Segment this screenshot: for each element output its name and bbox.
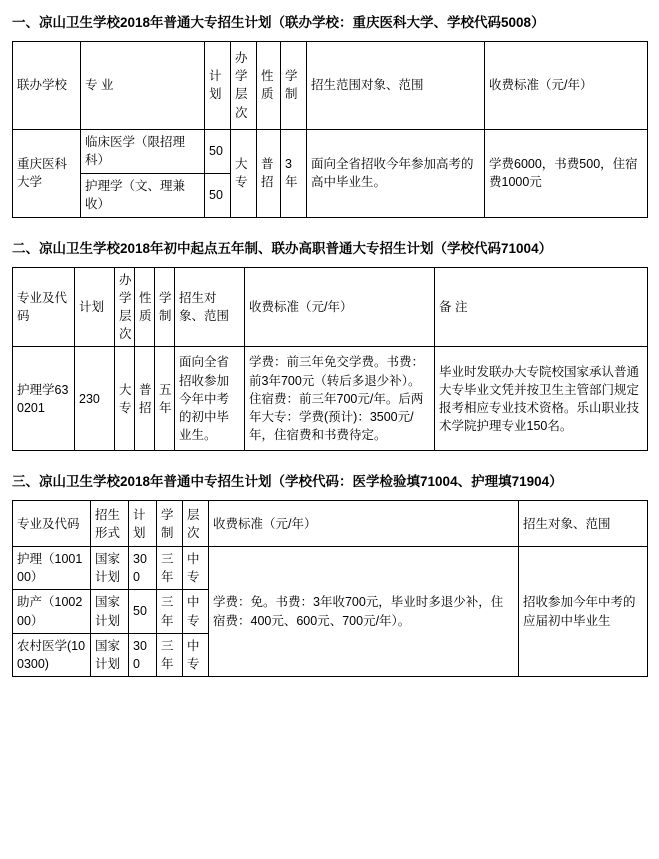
table-header-row — [13, 267, 648, 347]
header-fee: 收费标准（元/年） — [245, 267, 435, 347]
cell-fee: 学费：前三年免交学费。书费：前3年700元（转后多退少补）。住宿费：前三年700元/年。后两年大专：学费(预计)：3500元/年，住宿费和书费待定。 — [245, 347, 435, 451]
header-level: 办学层次 — [115, 267, 135, 347]
header-partner-school: 联办学校 — [13, 41, 81, 129]
table-row — [13, 347, 648, 451]
header-major-code: 专业及代码 — [13, 501, 91, 547]
cell-major-2: 护理学（文、理兼收） — [81, 173, 205, 217]
cell-plan-2: 50 — [205, 173, 231, 217]
table-row — [13, 547, 648, 590]
header-years: 学制 — [155, 267, 175, 347]
cell-level: 大专 — [115, 347, 135, 451]
table-secondary-school-plan-2018 — [12, 500, 648, 677]
cell-admission-form: 国家计划 — [91, 547, 129, 590]
cell-major-code: 助产（100200） — [13, 590, 91, 633]
cell-plan: 300 — [129, 547, 157, 590]
cell-years: 三年 — [157, 547, 183, 590]
header-major: 专 业 — [81, 41, 205, 129]
cell-nature: 普招 — [257, 129, 281, 217]
cell-major-1: 临床医学（限招理科） — [81, 129, 205, 173]
cell-years: 三年 — [157, 633, 183, 676]
cell-partner-school: 重庆医科大学 — [13, 129, 81, 217]
table-row — [13, 129, 648, 173]
cell-plan: 300 — [129, 633, 157, 676]
header-plan: 计划 — [129, 501, 157, 547]
header-scope: 招生范围对象、范围 — [307, 41, 485, 129]
table-header-row — [13, 41, 648, 129]
header-nature: 性质 — [257, 41, 281, 129]
cell-level: 中专 — [183, 590, 209, 633]
section-3-title: 三、凉山卫生学校2018年普通中专招生计划（学校代码：医学检验填71004、护理填71904） — [12, 474, 563, 490]
cell-nature: 普招 — [135, 347, 155, 451]
section-2-title: 二、凉山卫生学校2018年初中起点五年制、联办高职普通大专招生计划（学校代码71004） — [12, 240, 553, 256]
cell-plan-1: 50 — [205, 129, 231, 173]
header-remark: 备 注 — [435, 267, 648, 347]
header-scope: 招生对象、范围 — [519, 501, 648, 547]
cell-scope: 面向全省招收今年参加高考的高中毕业生。 — [307, 129, 485, 217]
cell-scope: 面向全省招收参加今年中考的初中毕业生。 — [175, 347, 245, 451]
header-level: 办学层次 — [231, 41, 257, 129]
cell-plan: 50 — [129, 590, 157, 633]
cell-fee: 学费6000，书费500，住宿费1000元 — [485, 129, 648, 217]
header-fee: 收费标准（元/年） — [485, 41, 648, 129]
cell-major-code: 护理学630201 — [13, 347, 75, 451]
cell-years: 三年 — [157, 590, 183, 633]
header-years: 学制 — [281, 41, 307, 129]
cell-remark: 毕业时发联办大专院校国家承认普通大专毕业文凭并按卫生主管部门规定报考相应专业技术资格。乐山职业技术学院护理专业150名。 — [435, 347, 648, 451]
cell-major-code: 护理（100100） — [13, 547, 91, 590]
header-years: 学制 — [157, 501, 183, 547]
cell-years: 3年 — [281, 129, 307, 217]
table-college-plan-2018 — [12, 41, 648, 218]
section-1-title: 一、凉山卫生学校2018年普通大专招生计划（联办学校：重庆医科大学、学校代码5008） — [12, 15, 545, 30]
header-scope: 招生对象、范围 — [175, 267, 245, 347]
cell-years: 五年 — [155, 347, 175, 451]
cell-admission-form: 国家计划 — [91, 633, 129, 676]
header-major-code: 专业及代码 — [13, 267, 75, 347]
cell-admission-form: 国家计划 — [91, 590, 129, 633]
table-five-year-plan-2018 — [12, 267, 648, 452]
header-level: 层次 — [183, 501, 209, 547]
table-header-row — [13, 501, 648, 547]
cell-major-code: 农村医学(100300) — [13, 633, 91, 676]
cell-level: 大专 — [231, 129, 257, 217]
cell-level: 中专 — [183, 547, 209, 590]
header-plan: 计划 — [205, 41, 231, 129]
cell-plan: 230 — [75, 347, 115, 451]
header-fee: 收费标准（元/年） — [209, 501, 519, 547]
cell-scope: 招收参加今年中考的应届初中毕业生 — [519, 547, 648, 677]
header-nature: 性质 — [135, 267, 155, 347]
header-plan: 计划 — [75, 267, 115, 347]
cell-fee: 学费：免。书费：3年收700元，毕业时多退少补，住宿费：400元、600元、700元/年）。 — [209, 547, 519, 677]
header-admission-form: 招生形式 — [91, 501, 129, 547]
cell-level: 中专 — [183, 633, 209, 676]
